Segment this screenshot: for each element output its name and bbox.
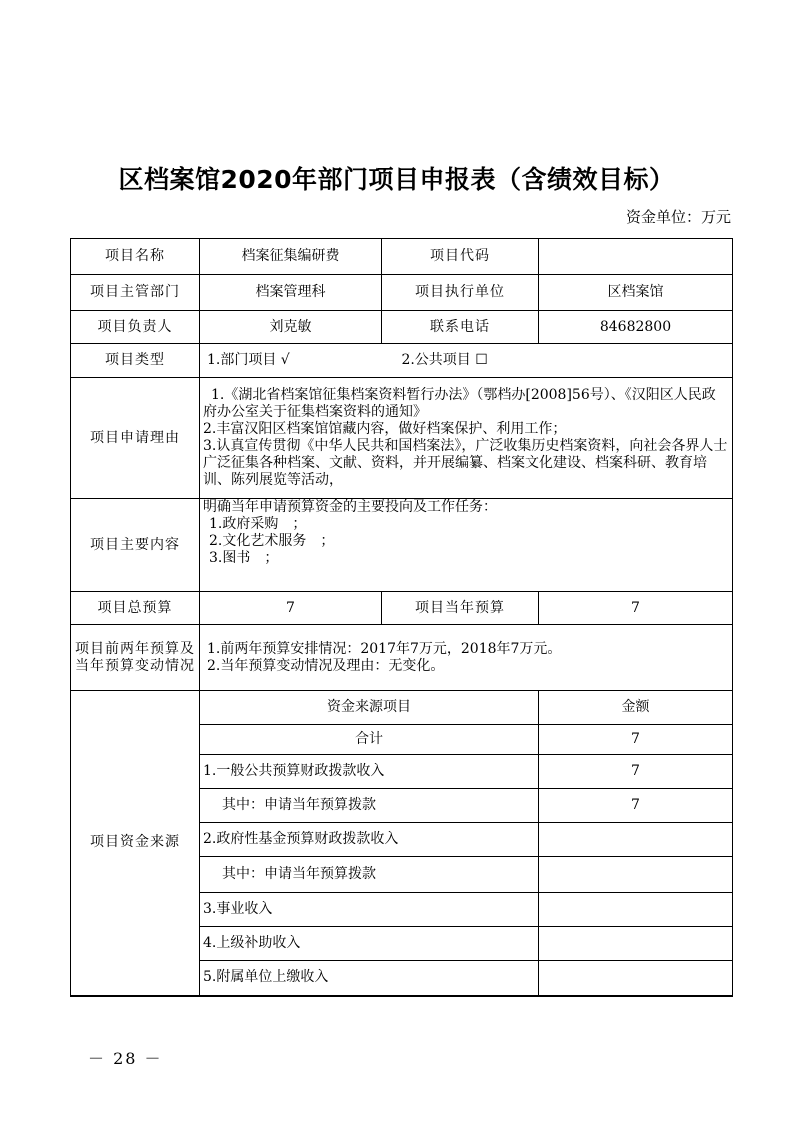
project-owner-label: 项目负责人 [71, 311, 200, 344]
project-code-value [539, 239, 733, 275]
currency-unit: 资金单位：万元 [625, 208, 731, 226]
content-line-4: 3.图书 ； [209, 550, 279, 566]
type-option-department: 1.部门项目 √ [207, 352, 290, 368]
budget-change-line-1: 1.前两年预算安排情况：2017年7万元，2018年7万元。 [207, 640, 562, 657]
funding-source-label: 项目资金来源 [71, 691, 200, 996]
content-line-2: 1.政府采购 ； [209, 516, 307, 532]
total-budget-value: 7 [200, 592, 382, 625]
application-reason-text [200, 378, 733, 499]
funding-row-amount [539, 857, 733, 893]
year-budget-value: 7 [539, 592, 733, 625]
content-line-3: 2.文化艺术服务 ； [209, 533, 335, 549]
phone-label: 联系电话 [382, 311, 539, 344]
total-budget-label: 项目总预算 [71, 592, 200, 625]
phone-value: 84682800 [539, 311, 733, 344]
page-number: － 28 － [88, 1049, 163, 1068]
funding-row-item: 4.上级补助收入 [200, 927, 539, 961]
year-budget-label: 项目当年预算 [382, 592, 539, 625]
funding-row-amount [539, 893, 733, 927]
project-type-options [200, 344, 733, 378]
project-application-table [70, 238, 733, 997]
budget-change-label: 项目前两年预算及当年预算变动情况 [71, 625, 200, 691]
funding-row-amount: 7 [539, 755, 733, 789]
funding-row-amount [539, 961, 733, 996]
funding-row-item: 5.附属单位上缴收入 [200, 961, 539, 996]
main-content-label: 项目主要内容 [71, 499, 200, 592]
budget-change-text [200, 625, 733, 691]
funding-row-amount [539, 927, 733, 961]
supervising-dept-value: 档案管理科 [200, 275, 382, 311]
funding-row-item: 3.事业收入 [200, 893, 539, 927]
executing-unit-value: 区档案馆 [539, 275, 733, 311]
funding-row-item: 合计 [200, 725, 539, 755]
application-reason-label: 项目申请理由 [71, 378, 200, 499]
budget-change-line-2: 2.当年预算变动情况及理由：无变化。 [207, 657, 445, 674]
project-name-label: 项目名称 [71, 239, 200, 275]
funding-header-item: 资金来源项目 [200, 691, 539, 725]
main-content-text [200, 499, 733, 592]
project-code-label: 项目代码 [382, 239, 539, 275]
project-type-label: 项目类型 [71, 344, 200, 378]
funding-row-item: 其中：申请当年预算拨款 [200, 857, 539, 893]
reason-line-1: 1.《湖北省档案馆征集档案资料暂行办法》（鄂档办[2008]56号）、《汉阳区人民政府办公室关于征集档案资料的通知》 [203, 387, 716, 420]
funding-row-amount [539, 823, 733, 857]
content-line-1: 明确当年申请预算资金的主要投向及工作任务： [203, 499, 497, 515]
project-owner-value: 刘克敏 [200, 311, 382, 344]
type-option-public: 2.公共项目 ☐ [401, 352, 488, 368]
funding-header-amount: 金额 [539, 691, 733, 725]
funding-row-item: 其中：申请当年预算拨款 [200, 789, 539, 823]
supervising-dept-label: 项目主管部门 [71, 275, 200, 311]
project-name-value: 档案征集编研费 [200, 239, 382, 275]
reason-line-2: 2.丰富汉阳区档案馆馆藏内容，做好档案保护、利用工作； [203, 421, 567, 437]
page-title: 区档案馆2020年部门项目申报表（含绩效目标） [118, 165, 675, 194]
funding-row-amount: 7 [539, 789, 733, 823]
reason-line-3: 3.认真宣传贯彻《中华人民共和国档案法》，广泛收集历史档案资料，向社会各界人士广泛征集各种档案、文献、资料，并开展编纂、档案文化建设、档案科研、教育培训、陈列展览等活动， [203, 438, 728, 488]
executing-unit-label: 项目执行单位 [382, 275, 539, 311]
funding-row-item: 1.一般公共预算财政拨款收入 [200, 755, 539, 789]
funding-row-item: 2.政府性基金预算财政拨款收入 [200, 823, 539, 857]
funding-row-amount: 7 [539, 725, 733, 755]
